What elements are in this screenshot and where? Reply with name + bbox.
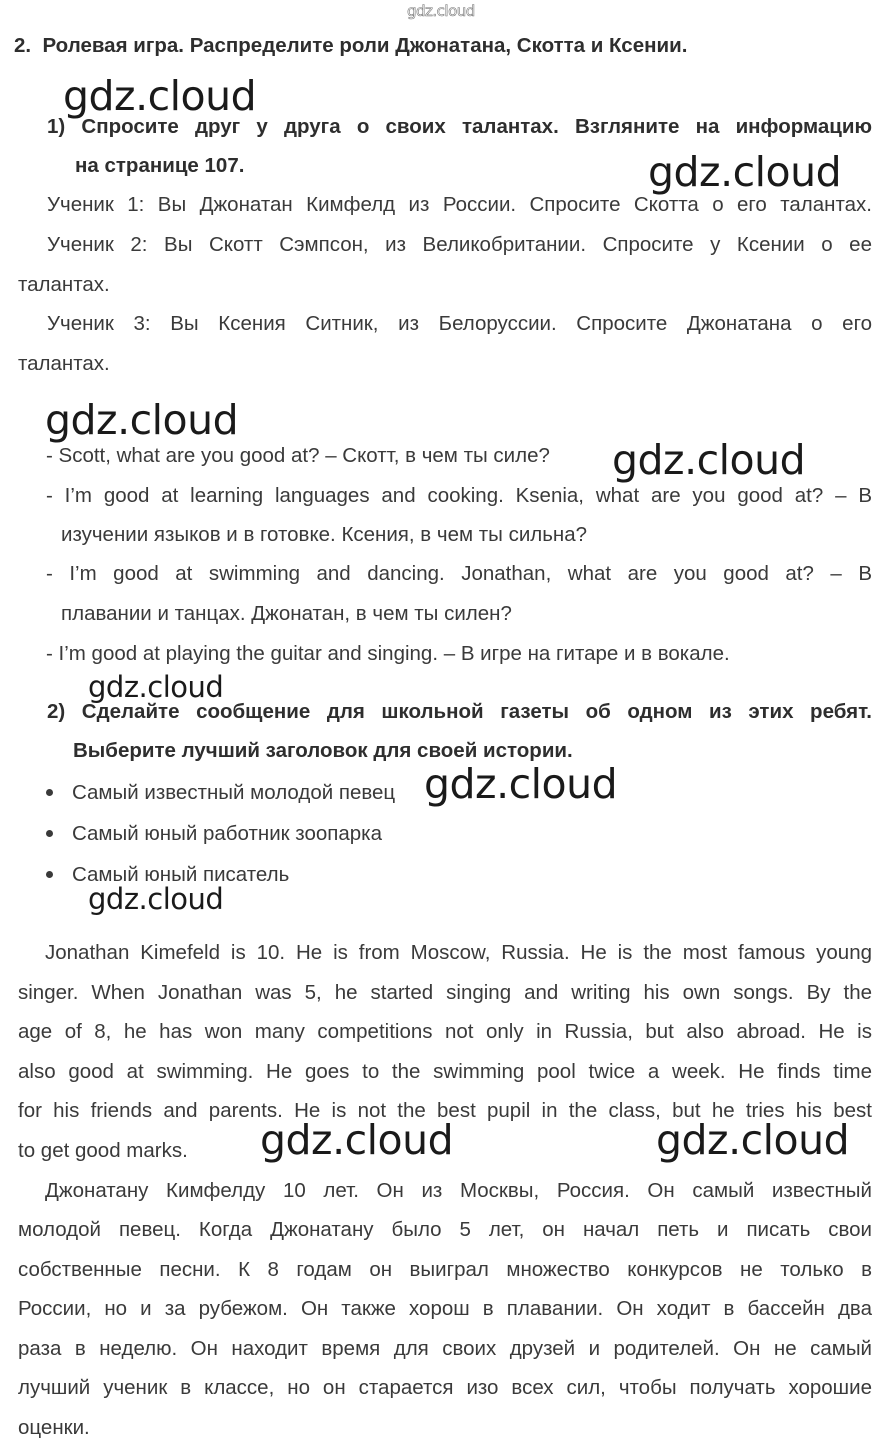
part1-heading-cont: на странице 107.: [75, 154, 245, 177]
watermark: gdz.cloud: [260, 1116, 454, 1164]
english-story-line: Jonathan Kimefeld is 10. He is from Moscow, Russia. He is the most famous young: [45, 941, 872, 964]
bullet-icon: [46, 871, 53, 878]
russian-story-line: оценки.: [18, 1416, 90, 1439]
watermark: gdz.cloud: [612, 436, 806, 484]
watermark: gdz.cloud: [63, 72, 257, 120]
part1-heading: 1) Спросите друг у друга о своих талантах. Взгляните на информацию: [47, 115, 872, 138]
english-story-line: also good at swimming. He goes to the swimming pool twice a week. He finds time: [18, 1060, 872, 1083]
dialogue-line-cont: плавании и танцах. Джонатан, в чем ты силен?: [61, 602, 512, 625]
watermark-top: gdz.cloud: [407, 2, 475, 20]
russian-story-line: лучший ученик в классе, но он старается изо всех сил, чтобы получать хорошие: [18, 1376, 872, 1399]
bullet-icon: [46, 830, 53, 837]
watermark: gdz.cloud: [648, 148, 842, 196]
english-story-line: singer. When Jonathan was 5, he started singing and writing his own songs. By the: [18, 981, 872, 1004]
part2-heading: 2) Сделайте сообщение для школьной газеты об одном из этих ребят.: [47, 700, 872, 723]
headline-option: Самый юный работник зоопарка: [72, 822, 383, 845]
russian-story-line: собственные песни. К 8 годам он выиграл множество конкурсов не только в: [18, 1258, 872, 1281]
english-story-line: for his friends and parents. He is not the best pupil in the class, but he tries his best: [18, 1099, 872, 1122]
dialogue-line: - I’m good at learning languages and cooking. Ksenia, what are you good at? – В: [46, 484, 872, 507]
russian-story-line: раза в неделю. Он находит время для своих друзей и родителей. Он не самый: [18, 1337, 872, 1360]
part2-heading-cont: Выберите лучший заголовок для своей истории.: [73, 739, 573, 762]
russian-story-line: России, но и за рубежом. Он также хорош в плавании. Он ходит в бассейн два: [18, 1297, 872, 1320]
watermark: gdz.cloud: [656, 1116, 850, 1164]
russian-story-line: Джонатану Кимфелду 10 лет. Он из Москвы, Россия. Он самый известный: [45, 1179, 872, 1202]
task-number: 2.: [14, 34, 32, 57]
student3-text-cont: талантах.: [18, 352, 110, 375]
student2-text-cont: талантах.: [18, 273, 110, 296]
student3-text: Ученик 3: Вы Ксения Ситник, из Белоруссии. Спросите Джонатана о его: [47, 312, 872, 335]
headline-option: Самый юный писатель: [72, 863, 290, 886]
watermark: gdz.cloud: [88, 670, 224, 704]
student2-text: Ученик 2: Вы Скотт Сэмпсон, из Великобритании. Спросите у Ксении о ее: [47, 233, 872, 256]
dialogue-line: - I’m good at playing the guitar and singing. – В игре на гитаре и в вокале.: [46, 642, 730, 665]
headline-option: Самый известный молодой певец: [72, 781, 396, 804]
russian-story-line: молодой певец. Когда Джонатану было 5 лет, он начал петь и писать свои: [18, 1218, 872, 1241]
task-heading: [14, 33, 868, 59]
dialogue-line: - Scott, what are you good at? – Скотт, в чем ты силе?: [46, 444, 550, 467]
bullet-icon: [46, 789, 53, 796]
dialogue-line-cont: изучении языков и в готовке. Ксения, в чем ты сильна?: [61, 523, 588, 546]
task-title: Ролевая игра. Распределите роли Джонатана, Скотта и Ксении.: [42, 34, 688, 57]
student1-text: Ученик 1: Вы Джонатан Кимфелд из России. Спросите Скотта о его талантах.: [47, 193, 872, 216]
watermark: gdz.cloud: [88, 882, 224, 916]
watermark: gdz.cloud: [45, 396, 239, 444]
dialogue-line: - I’m good at swimming and dancing. Jonathan, what are you good at? – В: [46, 562, 872, 585]
watermark: gdz.cloud: [424, 760, 618, 808]
english-story-line: age of 8, he has won many competitions not only in Russia, but also abroad. He is: [18, 1020, 872, 1043]
english-story-line: to get good marks.: [18, 1139, 188, 1162]
